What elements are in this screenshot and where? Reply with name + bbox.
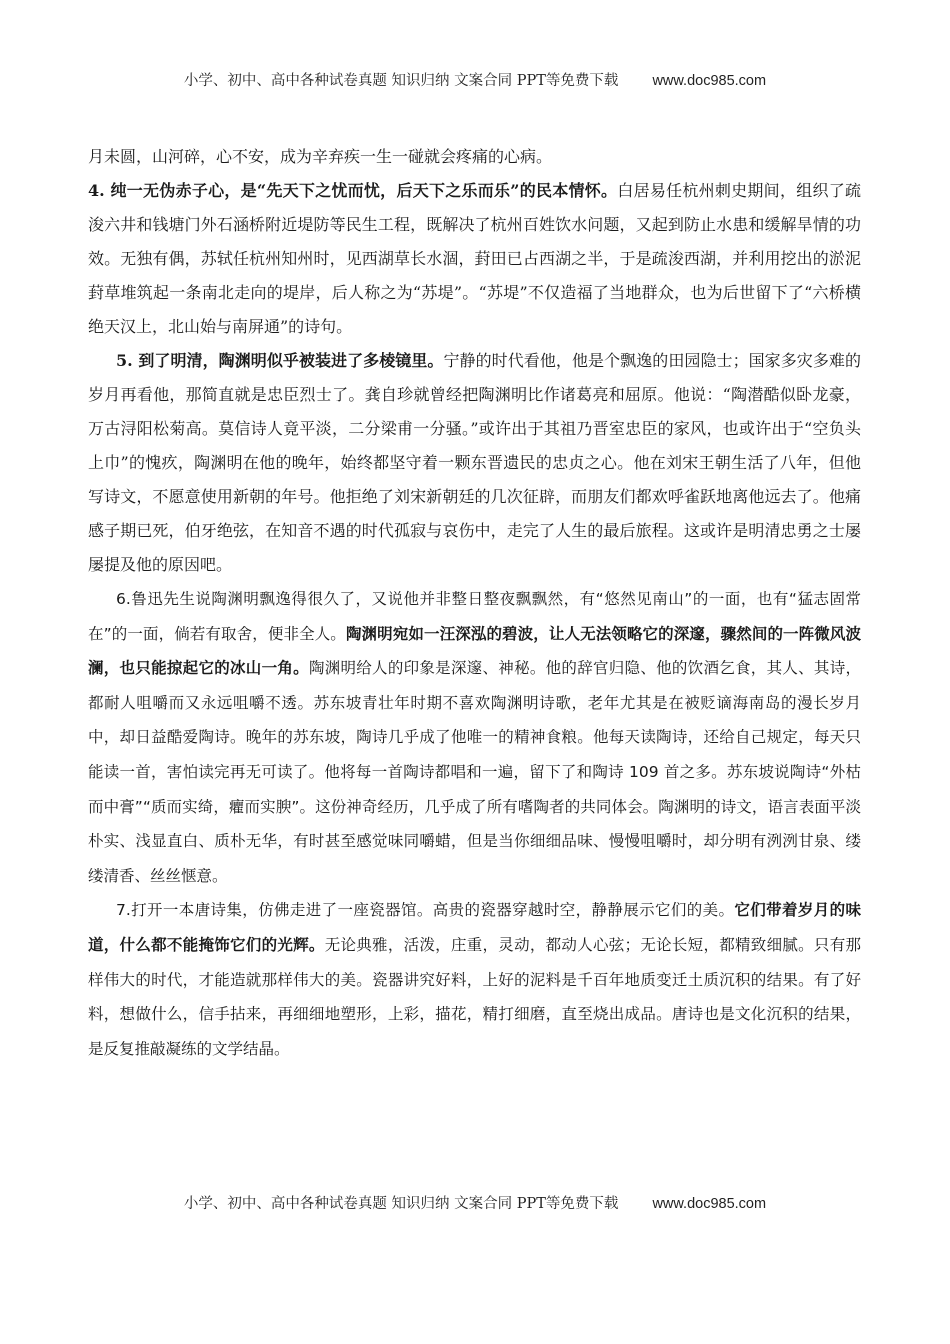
paragraph-4 — [88, 174, 861, 344]
paragraph-6-lead: 6.鲁迅先生说陶渊明飘逸得很久了，又说他并非整日整夜飘飘然，有“悠然见南山”的一面，也有“猛志固常在”的一面，倘若有取舍，便非全人。 — [88, 590, 861, 643]
page-header — [0, 69, 950, 90]
header-text: 小学、初中、高中各种试卷真题 知识归纳 文案合同 PPT等免费下载 — [183, 73, 619, 89]
paragraph-4-heading: 4. 纯一无伪赤子心，是“先天下之忧而忧，后天下之乐而乐”的民本情怀。 — [88, 181, 618, 200]
paragraph-6 — [88, 582, 861, 893]
footer-site-link[interactable]: www.doc985.com — [652, 1196, 767, 1212]
paragraph-6-bold: 陶渊明宛如一汪深泓的碧波，让人无法领略它的深邃，骤然间的一阵微风波澜，也只能掠起它的冰山一角。 — [88, 624, 862, 678]
paragraph-5-heading: 5. 到了明清，陶渊明似乎被装进了多棱镜里。 — [116, 351, 444, 370]
paragraph-5 — [88, 344, 861, 582]
paragraph-5-body: 宁静的时代看他，他是个飘逸的田园隐士；国家多灾多难的岁月再看他，那简直就是忠臣烈士了。龚自珍就曾经把陶渊明比作诸葛亮和屈原。他说：“陶潜酷似卧龙豪，万古浔阳松菊高。莫信诗人竟平淡，二分梁甫一分骚。”或许出于其祖乃晋室忠臣的家风，也或许出于“空负头上巾”的愧疚，陶渊明在他的晚年，始终都坚守着一颗东晋遗民的忠贞之心。他在刘宋王朝生活了八年，但他写诗文，不愿意使用新朝的年号。他拒绝了刘宋新朝廷的几次征辟，而朋友们都欢呼雀跃地离他远去了。他痛感子期已死，伯牙绝弦，在知音不遇的时代孤寂与哀伤中，走完了人生的最后旅程。这或许是明清忠勇之士屡屡提及他的原因吧。 — [88, 351, 861, 574]
paragraph-3-tail: 月未圆，山河碎，心不安，成为辛弃疾一生一碰就会疼痛的心病。 — [88, 147, 553, 166]
footer-text: 小学、初中、高中各种试卷真题 知识归纳 文案合同 PPT等免费下载 — [183, 1196, 619, 1212]
paragraph-6-body: 陶渊明给人的印象是深邃、神秘。他的辞官归隐、他的饮酒乞食，其人、其诗，都耐人咀嚼而又永远咀嚼不透。苏东坡青壮年时期不喜欢陶渊明诗歌，老年尤其是在被贬谪海南岛的漫长岁月中，却日益酷爱陶诗。晚年的苏东坡，陶诗几乎成了他唯一的精神食粮。他每天读陶诗，还给自己规定，每天只能读一首，害怕读完再无可读了。他将每一首陶诗都唱和一遍，留下了和陶诗 109 首之多。苏东坡说陶诗“外枯而中膏”“质而实绮，癯而实腴”。这份神奇经历，几乎成了所有嗜陶者的共同体会。陶渊明的诗文，语言表面平淡朴实、浅显直白、质朴无华，有时甚至感觉味同嚼蜡，但是当你细细品味、慢慢咀嚼时，却分明有洌洌甘泉、缕缕清香、丝丝惬意。 — [88, 659, 861, 885]
header-site-link[interactable]: www.doc985.com — [652, 73, 767, 89]
paragraph-4-body: 白居易任杭州刺史期间，组织了疏浚六井和钱塘门外石涵桥附近堤防等民生工程，既解决了杭州百姓饮水问题，又起到防止水患和缓解旱情的功效。无独有偶，苏轼任杭州知州时，见西湖草长水涸，葑田已占西湖之半，于是疏浚西湖，并利用挖出的淤泥葑草堆筑起一条南北走向的堤岸，后人称之为“苏堤”。“苏堤”不仅造福了当地群众，也为后世留下了“六桥横绝天汉上，北山始与南屏通”的诗句。 — [88, 181, 861, 336]
page-footer — [0, 1192, 950, 1213]
paragraph-7-bold: 它们带着岁月的味道，什么都不能掩饰它们的光辉。 — [88, 901, 861, 954]
paragraph-7 — [88, 893, 861, 1066]
paragraph-7-body: 无论典雅，活泼，庄重，灵动，都动人心弦；无论长短，都精致细腻。只有那样伟大的时代，才能造就那样伟大的美。瓷器讲究好料，上好的泥料是千百年地质变迁土质沉积的结果。有了好料，想做什么，信手拈来，再细细地塑形，上彩，描花，精打细磨，直至烧出成品。唐诗也是文化沉积的结果，是反复推敲凝练的文学结晶。 — [88, 935, 861, 1058]
document-body — [88, 140, 861, 1066]
paragraph-7-lead: 7.打开一本唐诗集，仿佛走进了一座瓷器馆。高贵的瓷器穿越时空，静静展示它们的美。 — [116, 901, 735, 920]
